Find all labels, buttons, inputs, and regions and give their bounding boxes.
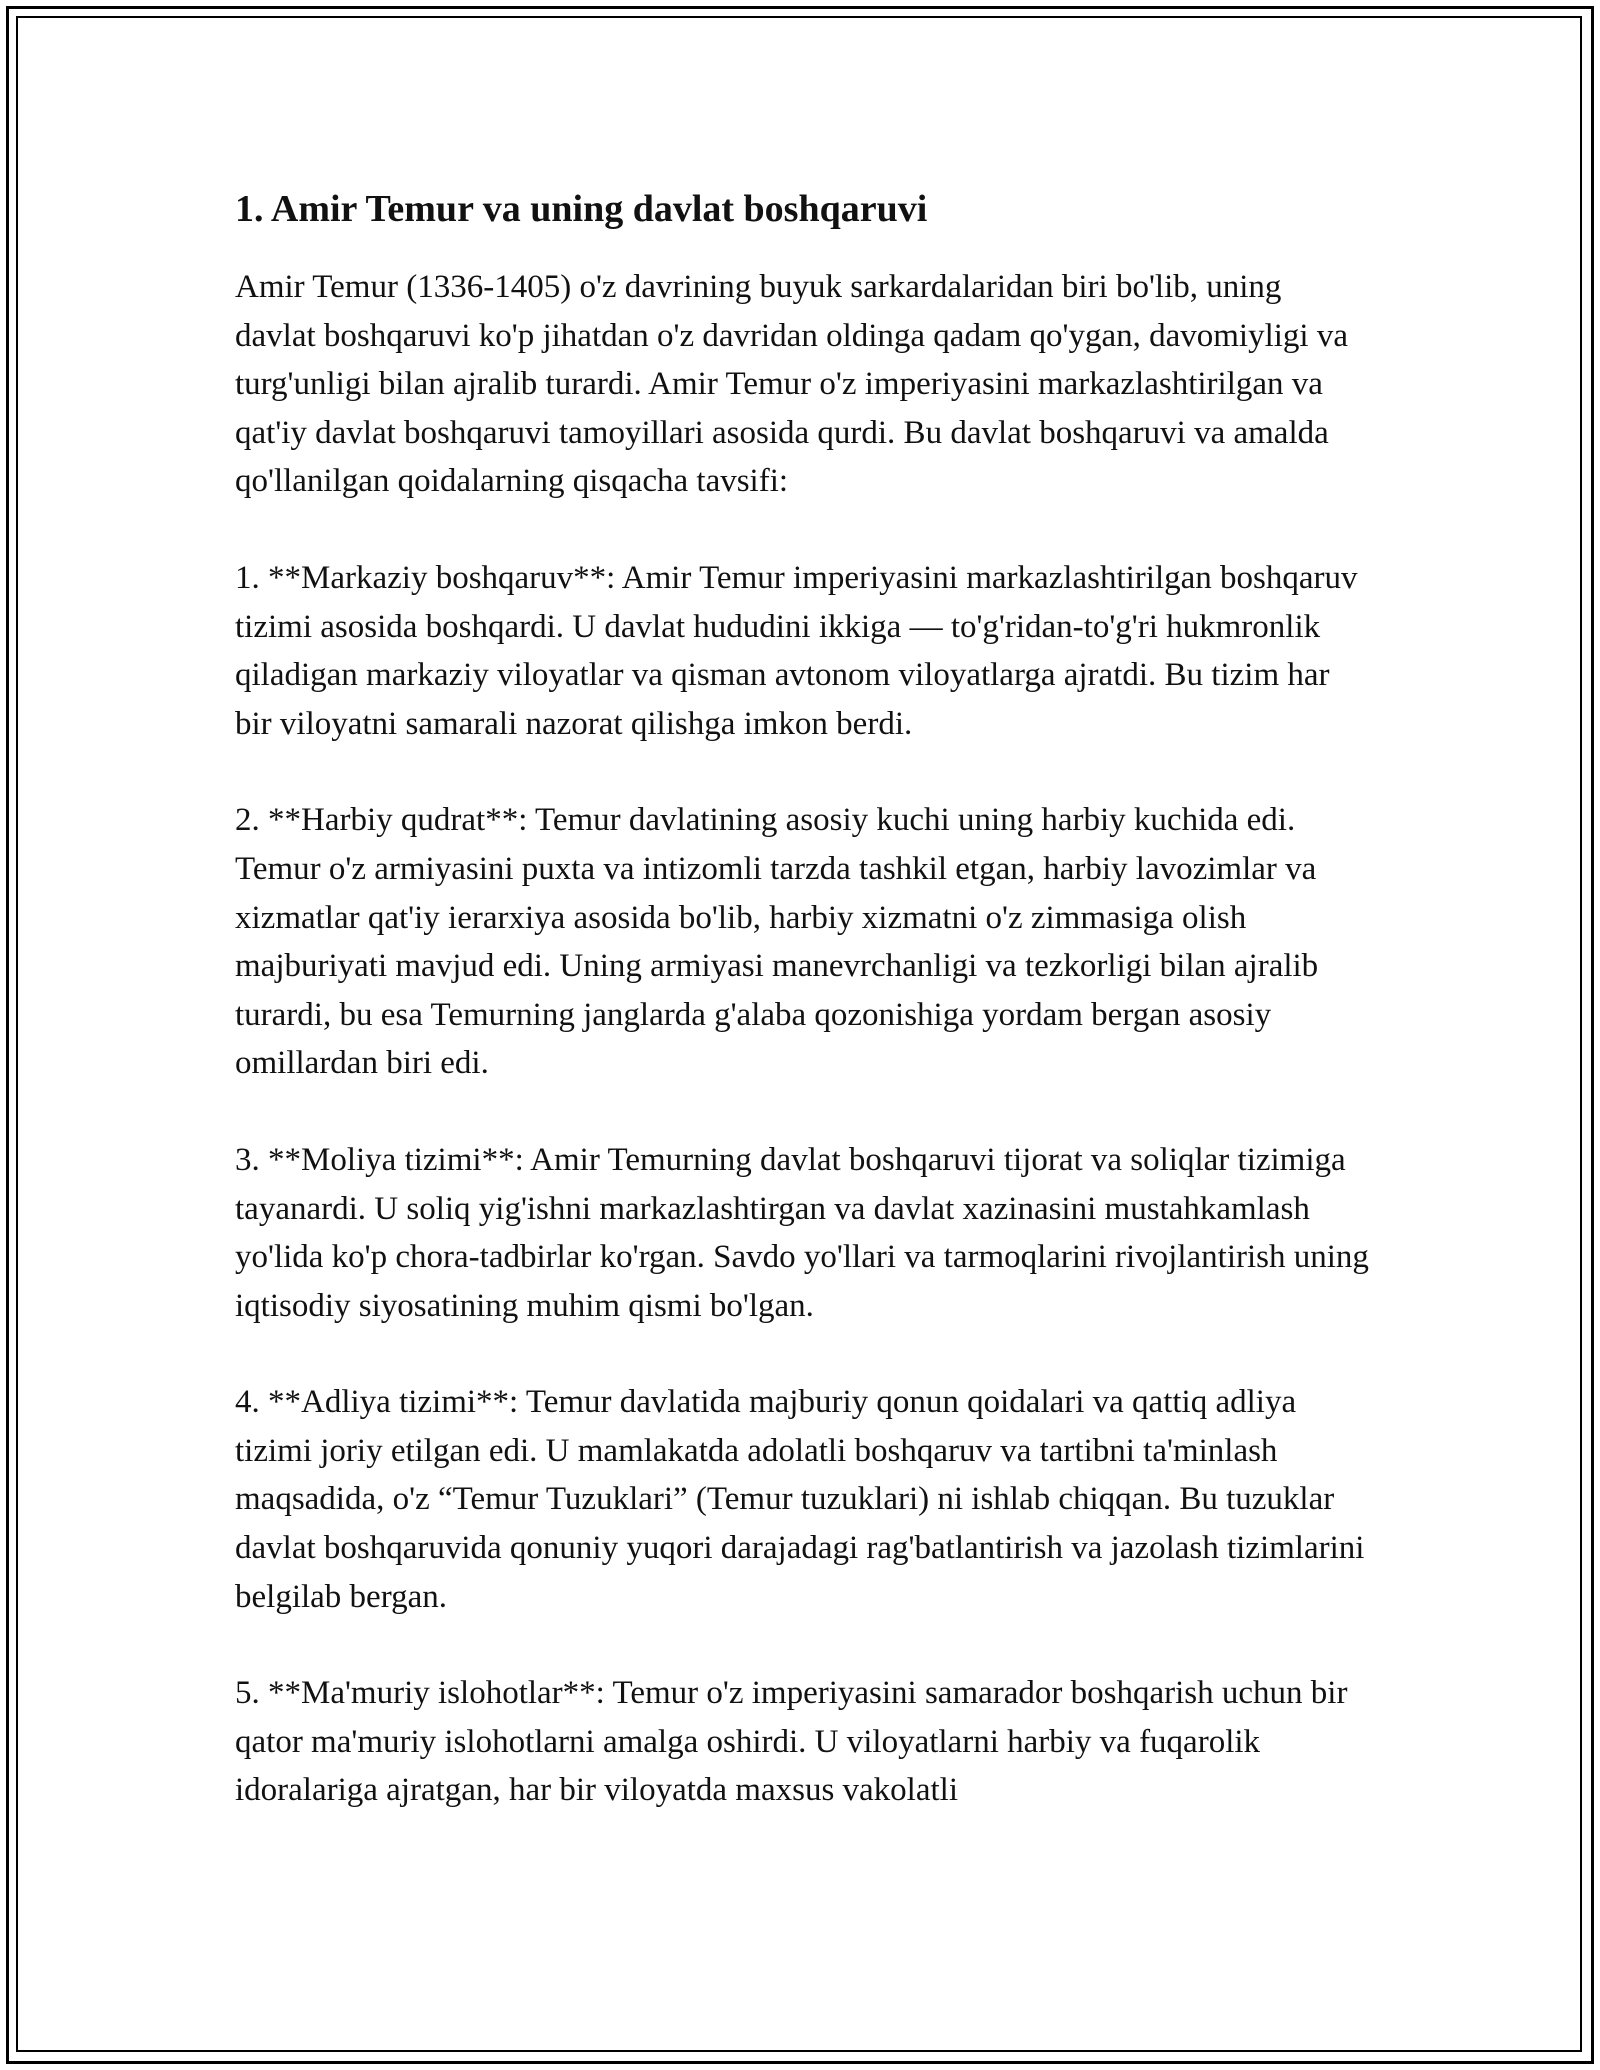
document-body — [235, 185, 1370, 1863]
paragraph-adliya-tizimi: 4. **Adliya tizimi**: Temur davlatida majburiy qonun qoidalari va qattiq adliya tizimi joriy etilgan edi. U mamlakatda adolatli boshqaruv va tartibni ta'minlash maqsadida, o'z “Temur Tuzuklari” (Temur tuzuklari) ni ishlab chiqqan. Bu tuzuklar davlat boshqaruvida qonuniy yuqori darajadagi rag'batlantirish va jazolash tizimlarini belgilab bergan. — [235, 1384, 1365, 1615]
paragraph-mamuriy-islohotlar: 5. **Ma'muriy islohotlar**: Temur o'z imperiyasini samarador boshqarish uchun bir qator ma'muriy islohotlarni amalga oshirdi. U viloyatlarni harbiy va fuqarolik idoralariga ajratgan, har bir viloyatda maxsus vakolatli — [235, 1675, 1348, 1809]
paragraph-moliya-tizimi: 3. **Moliya tizimi**: Amir Temurning davlat boshqaruvi tijorat va soliqlar tizimiga tayanardi. U soliq yig'ishni markazlashtirgan va davlat xazinasini mustahkamlash yo'lida ko'p chora-tadbirlar ko'rgan. Savdo yo'llari va tarmoqlarini rivojlantirish uning iqtisodiy siyosatining muhim qismi bo'lgan. — [235, 1141, 1369, 1324]
section-title: 1. Amir Temur va uning davlat boshqaruvi — [235, 188, 928, 230]
paragraph-markaziy-boshqaruv: 1. **Markaziy boshqaruv**: Amir Temur imperiyasini markazlashtirilgan boshqaruv tizimi asosida boshqardi. U davlat hududini ikkiga — to'g'ridan-to'g'ri hukmronlik qiladigan markaziy viloyatlar va qisman avtonom viloyatlarga ajratdi. Bu tizim har bir viloyatni samarali nazorat qilishga imkon berdi. — [235, 559, 1358, 742]
paragraph-harbiy-qudrat: 2. **Harbiy qudrat**: Temur davlatining asosiy kuchi uning harbiy kuchida edi. Temur o'z armiyasini puxta va intizomli tarzda tashkil etgan, harbiy lavozimlar va xizmatlar qat'iy ierarxiya asosida bo'lib, harbiy xizmatni o'z zimmasiga olish majburiyati mavjud edi. Uning armiyasi manevrchanligi va tezkorligi bilan ajralib turardi, bu esa Temurning janglarda g'alaba qozonishiga yordam bergan asosiy omillardan biri edi. — [235, 802, 1319, 1082]
paragraph-intro: Amir Temur (1336-1405) o'z davrining buyuk sarkardalaridan biri bo'lib, uning davlat boshqaruvi ko'p jihatdan o'z davridan oldinga qadam qo'ygan, davomiyligi va turg'unligi bilan ajralib turardi. Amir Temur o'z imperiyasini markazlashtirilgan va qat'iy davlat boshqaruvi tamoyillari asosida qurdi. Bu davlat boshqaruvi va amalda qo'llanilgan qoidalarning qisqacha tavsifi: — [235, 269, 1348, 500]
